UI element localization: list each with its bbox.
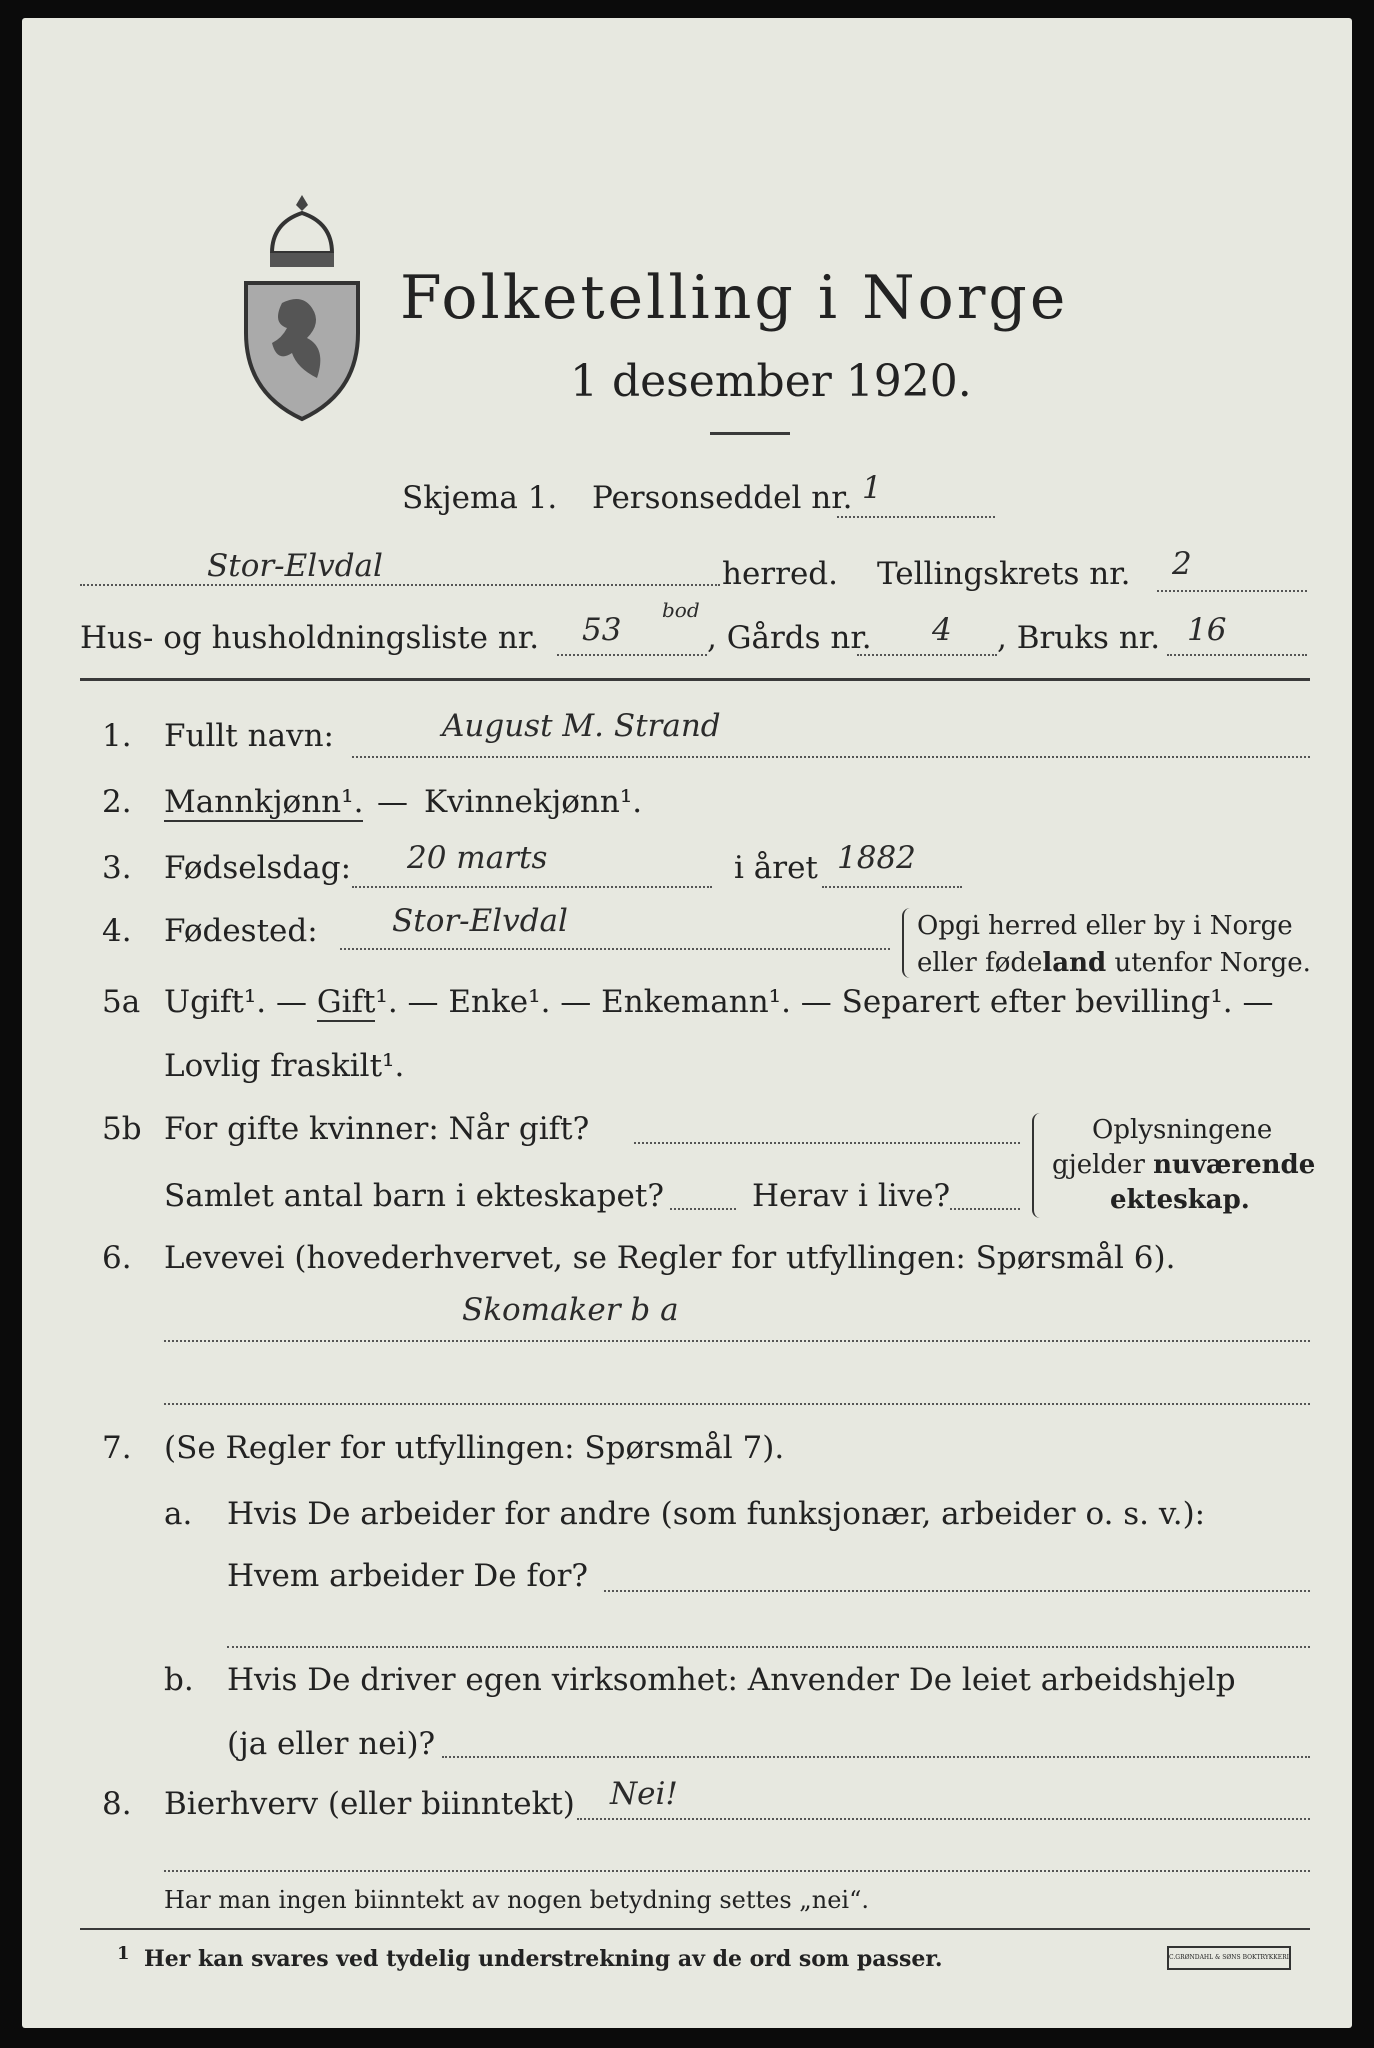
q4-note-text-c: utenfor Norge. [1106, 948, 1311, 978]
q5a-number: 5a [102, 984, 141, 1020]
bruks-line [1167, 654, 1307, 656]
q5a-ugift: Ugift¹. — [164, 984, 307, 1020]
q4-note-line1: Opgi herred eller by i Norge [917, 911, 1293, 941]
q3-year-value: 1882 [837, 840, 916, 876]
q7a-line1 [604, 1590, 1310, 1592]
herred-label: herred. [722, 556, 838, 592]
q7a-number: a. [164, 1496, 193, 1532]
q4-note-text-a: eller føde [917, 948, 1043, 978]
gards-value: 4 [932, 612, 952, 648]
q6-label: Levevei (hovederhvervet, se Regler for utfyllingen: Spørsmål 6). [164, 1240, 1176, 1276]
husliste-value: 53 [582, 612, 622, 648]
q1-line [352, 756, 1310, 758]
q5b-line1 [634, 1142, 1020, 1144]
q2-kvinnekjonn: Kvinnekjønn¹. [424, 784, 643, 820]
q4-number: 4. [102, 913, 132, 949]
q5b-number: 5b [102, 1111, 142, 1147]
q3-label: Fødselsdag: [164, 850, 352, 886]
q5b-label3: Herav i live? [752, 1178, 951, 1214]
q2-separator: — [377, 784, 408, 820]
footnote-text: Her kan svares ved tydelig understrekning av de ord som passer. [144, 1946, 943, 1972]
q3-year-label: i året [734, 850, 818, 886]
herred-line [80, 584, 720, 586]
printer-stamp: C.GRØNDAHL & SØNS BOKTRYKKERI [1167, 1946, 1291, 1970]
personseddel-value: 1 [862, 470, 882, 506]
husliste-label: Hus- og husholdningsliste nr. [80, 620, 540, 656]
q7b-label2: (ja eller nei)? [227, 1726, 436, 1762]
q7-label: (Se Regler for utfyllingen: Spørsmål 7). [164, 1430, 785, 1466]
q8-line1 [577, 1818, 1310, 1820]
q5b-line3 [950, 1208, 1020, 1210]
q4-line [340, 948, 890, 950]
q2-mannkjonn: Mannkjønn¹. [164, 784, 364, 820]
q7b-label: Hvis De driver egen virksomhet: Anvender De leiet arbeidshjelp [227, 1662, 1236, 1698]
q5b-label1: For gifte kvinner: Når gift? [164, 1111, 590, 1147]
q5b-line2 [670, 1208, 736, 1210]
q1-number: 1. [102, 718, 132, 754]
q5b-note2-text: gjelder [1052, 1150, 1154, 1180]
census-form-sheet [22, 18, 1352, 2028]
coat-of-arms-icon [232, 193, 372, 423]
q6-line1 [164, 1340, 1310, 1342]
husliste-line [557, 654, 707, 656]
q6-number: 6. [102, 1240, 132, 1276]
q6-line2 [164, 1403, 1310, 1405]
q5a-line2: Lovlig fraskilt¹. [164, 1048, 405, 1084]
q3-value: 20 marts [407, 840, 548, 876]
title-divider [710, 432, 790, 435]
q7a-line2 [227, 1646, 1310, 1648]
q3-number: 3. [102, 850, 132, 886]
document-title: Folketelling i Norge [400, 263, 1069, 333]
schema-label: Skjema 1. [402, 480, 558, 516]
q7b-line [442, 1756, 1310, 1758]
q4-brace [902, 908, 914, 978]
husliste-note: bod [662, 598, 700, 622]
q5b-note3: ekteskap. [1110, 1185, 1250, 1215]
q7a-label2: Hvem arbeider De for? [227, 1558, 589, 1594]
q3-line [352, 886, 712, 888]
q5a-gift: Gift [316, 984, 376, 1020]
q1-label: Fullt navn: [164, 718, 334, 754]
q8-label: Bierhverv (eller biinntekt) [164, 1786, 575, 1822]
q7b-number: b. [164, 1662, 194, 1698]
personseddel-label: Personseddel nr. [592, 480, 853, 516]
footer-rule [80, 1928, 1310, 1930]
q5a-rest: ¹. — Enke¹. — Enkemann¹. — Separert efter bevilling¹. — [375, 984, 1274, 1020]
q4-note-text-bold: land [1042, 948, 1107, 978]
q8-value: Nei! [610, 1776, 678, 1812]
footnote-number: 1 [117, 1943, 130, 1964]
q5b-note2-bold: nuværende [1153, 1150, 1316, 1180]
q8-line2 [164, 1870, 1310, 1872]
q2-number: 2. [102, 784, 132, 820]
q4-value: Stor-Elvdal [392, 903, 568, 939]
herred-value: Stor-Elvdal [207, 548, 383, 584]
q5b-brace [1032, 1113, 1044, 1218]
personseddel-line [837, 516, 995, 518]
tellingskrets-value: 2 [1172, 546, 1192, 582]
tellingskrets-label: Tellingskrets nr. [877, 556, 1131, 592]
q4-label: Fødested: [164, 913, 318, 949]
q7a-label: Hvis De arbeider for andre (som funksjonær, arbeider o. s. v.): [227, 1496, 1206, 1532]
q1-value: August M. Strand [442, 708, 721, 744]
q5b-note2 [1052, 1150, 1315, 1180]
gards-line [857, 654, 997, 656]
q3-year-line [822, 886, 962, 888]
bruks-label: , Bruks nr. [997, 620, 1161, 656]
q8-number: 8. [102, 1786, 132, 1822]
q6-value: Skomaker b a [462, 1292, 679, 1328]
q4-note-line2 [917, 948, 1311, 978]
tellingskrets-line [1157, 590, 1307, 592]
q7-number: 7. [102, 1430, 132, 1466]
footer-note: Har man ingen biinntekt av nogen betydning settes „nei“. [164, 1886, 869, 1914]
gards-label: , Gårds nr. [707, 620, 872, 656]
q5b-note1: Oplysningene [1092, 1115, 1273, 1145]
header-rule [80, 678, 1310, 681]
q5b-label2: Samlet antal barn i ekteskapet? [164, 1178, 664, 1214]
bruks-value: 16 [1187, 612, 1227, 648]
q5a-options [164, 984, 1273, 1020]
document-date: 1 desember 1920. [570, 356, 972, 407]
